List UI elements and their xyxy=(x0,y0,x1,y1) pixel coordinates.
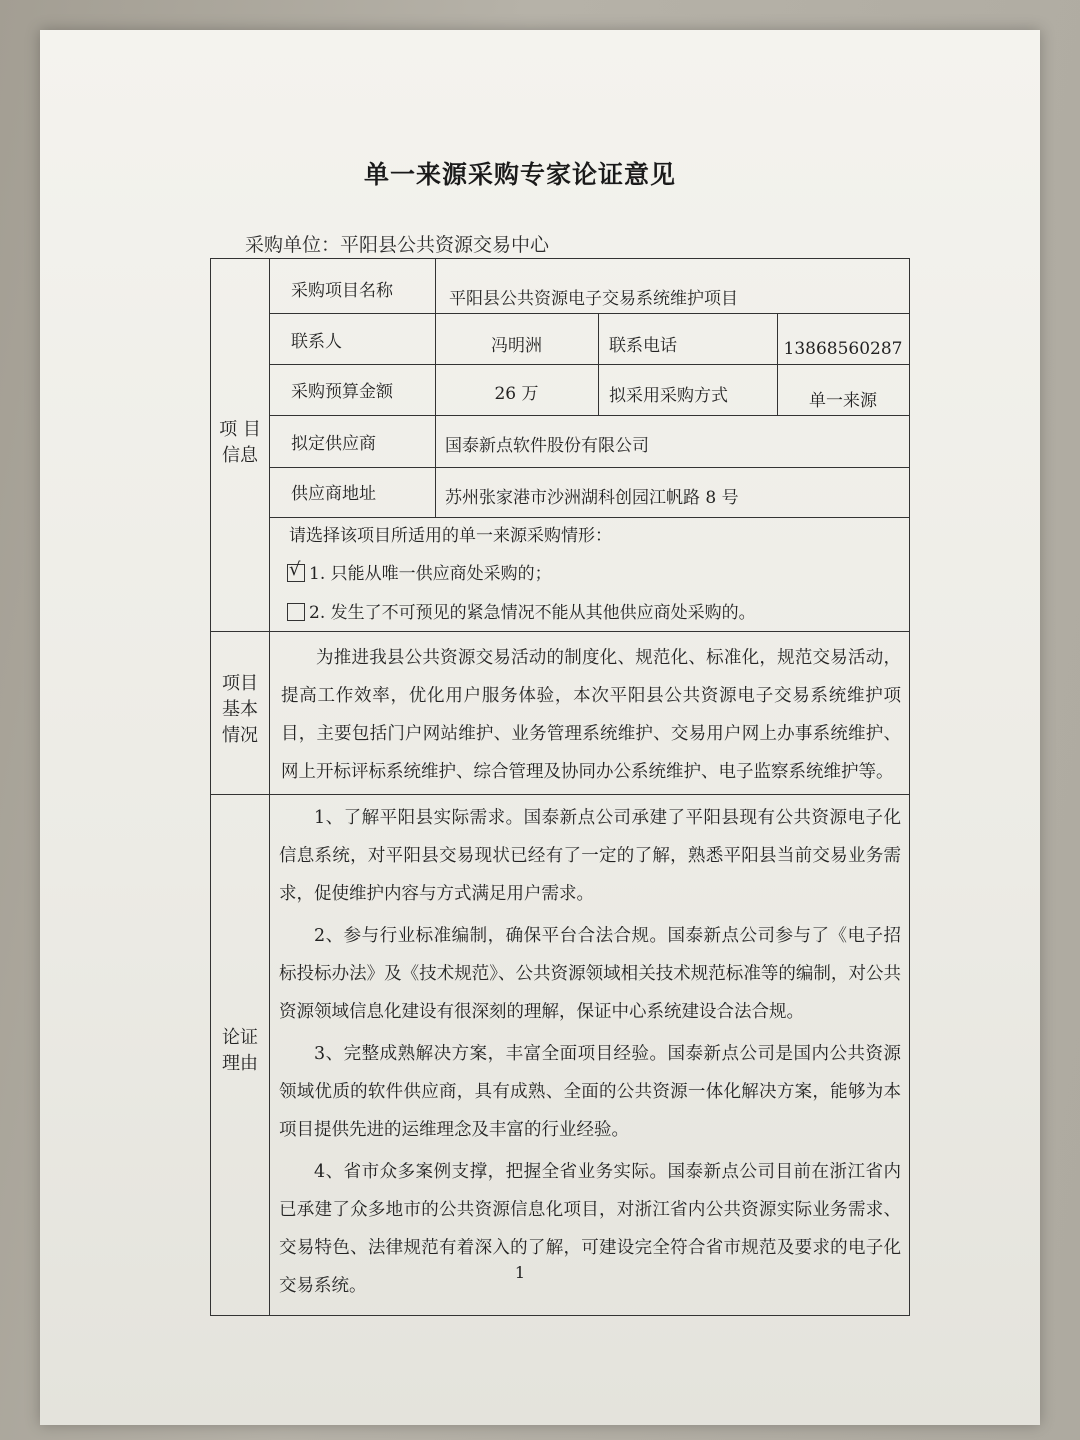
phone-value: 13868560287 xyxy=(783,339,903,359)
budget-value: 26 万 xyxy=(494,384,539,404)
budget-label: 采购预算金额 xyxy=(291,382,393,402)
situation-option-2[interactable] xyxy=(287,598,756,623)
reasons-list xyxy=(279,799,901,1305)
situation-option-1[interactable] xyxy=(287,559,552,584)
phone-label: 联系电话 xyxy=(609,336,677,356)
purchaser-value: 平阳县公共资源交易中心 xyxy=(340,234,550,256)
basic-info-text: 为推进我县公共资源交易活动的制度化、规范化、标准化，规范交易活动，提高工作效率，优化用户服务体验，本次平阳县公共资源电子交易系统维护项目，主要包括门户网站维护、业务管理系统维护、交易用户网上办事系统维护、网上开标评标系统维护、综合管理及协同办公系统维护、电子监察系统维护等。 xyxy=(281,648,901,782)
page-number: 1 xyxy=(514,1263,526,1282)
project-info-section-label: 项 目 信息 xyxy=(219,419,261,466)
supplier-label: 拟定供应商 xyxy=(291,434,376,454)
evaluation-form xyxy=(210,258,910,1316)
option-2-text: 2. 发生了不可预见的紧急情况不能从其他供应商处采购的。 xyxy=(309,603,756,623)
method-label: 拟采用采购方式 xyxy=(609,386,728,406)
project-name-value: 平阳县公共资源电子交易系统维护项目 xyxy=(449,289,738,309)
project-name-label: 采购项目名称 xyxy=(291,281,393,301)
contact-label: 联系人 xyxy=(291,332,342,352)
reasons-section-label: 论证 理由 xyxy=(222,1027,258,1074)
reason-item: 3、完整成熟解决方案，丰富全面项目经验。国泰新点公司是国内公共资源领域优质的软件供应商，具有成熟、全面的公共资源一体化解决方案，能够为本项目提供先进的运维理念及丰富的行业经验。 xyxy=(279,1044,901,1140)
address-label: 供应商地址 xyxy=(291,484,376,504)
supplier-value: 国泰新点软件股份有限公司 xyxy=(445,436,649,456)
situation-prompt: 请选择该项目所适用的单一来源采购情形： xyxy=(289,526,612,546)
document-title: 单一来源采购专家论证意见 xyxy=(363,160,676,189)
method-value: 单一来源 xyxy=(809,391,877,411)
checkbox-checked-icon[interactable]: √ xyxy=(287,564,305,582)
reason-item: 2、参与行业标准编制，确保平台合法合规。国泰新点公司参与了《电子招标投标办法》及《技术规范》、公共资源领域相关技术规范标准等的编制，对公共资源领域信息化建设有很深刻的理解，保证中心系统建设合法合规。 xyxy=(279,926,901,1022)
reason-item: 4、省市众多案例支撑，把握全省业务实际。国泰新点公司目前在浙江省内已承建了众多地市的公共资源信息化项目，对浙江省内公共资源实际业务需求、交易特色、法律规范有着深入的了解，可建设完全符合省市规范及要求的电子化交易系统。 xyxy=(279,1162,901,1296)
basic-info-section-label: 项目 基本 情况 xyxy=(222,673,258,746)
purchaser-label: 采购单位： xyxy=(245,234,341,256)
contact-value: 冯明洲 xyxy=(491,336,542,356)
reason-item: 1、了解平阳县实际需求。国泰新点公司承建了平阳县现有公共资源电子化信息系统，对平阳县交易现状已经有了一定的了解，熟悉平阳县当前交易业务需求，促使维护内容与方式满足用户需求。 xyxy=(279,808,901,904)
checkbox-empty-icon[interactable] xyxy=(287,603,305,621)
purchaser-line xyxy=(245,230,549,257)
address-value: 苏州张家港市沙洲湖科创园江帆路 8 号 xyxy=(445,488,739,508)
option-1-text: 1. 只能从唯一供应商处采购的； xyxy=(309,564,552,584)
